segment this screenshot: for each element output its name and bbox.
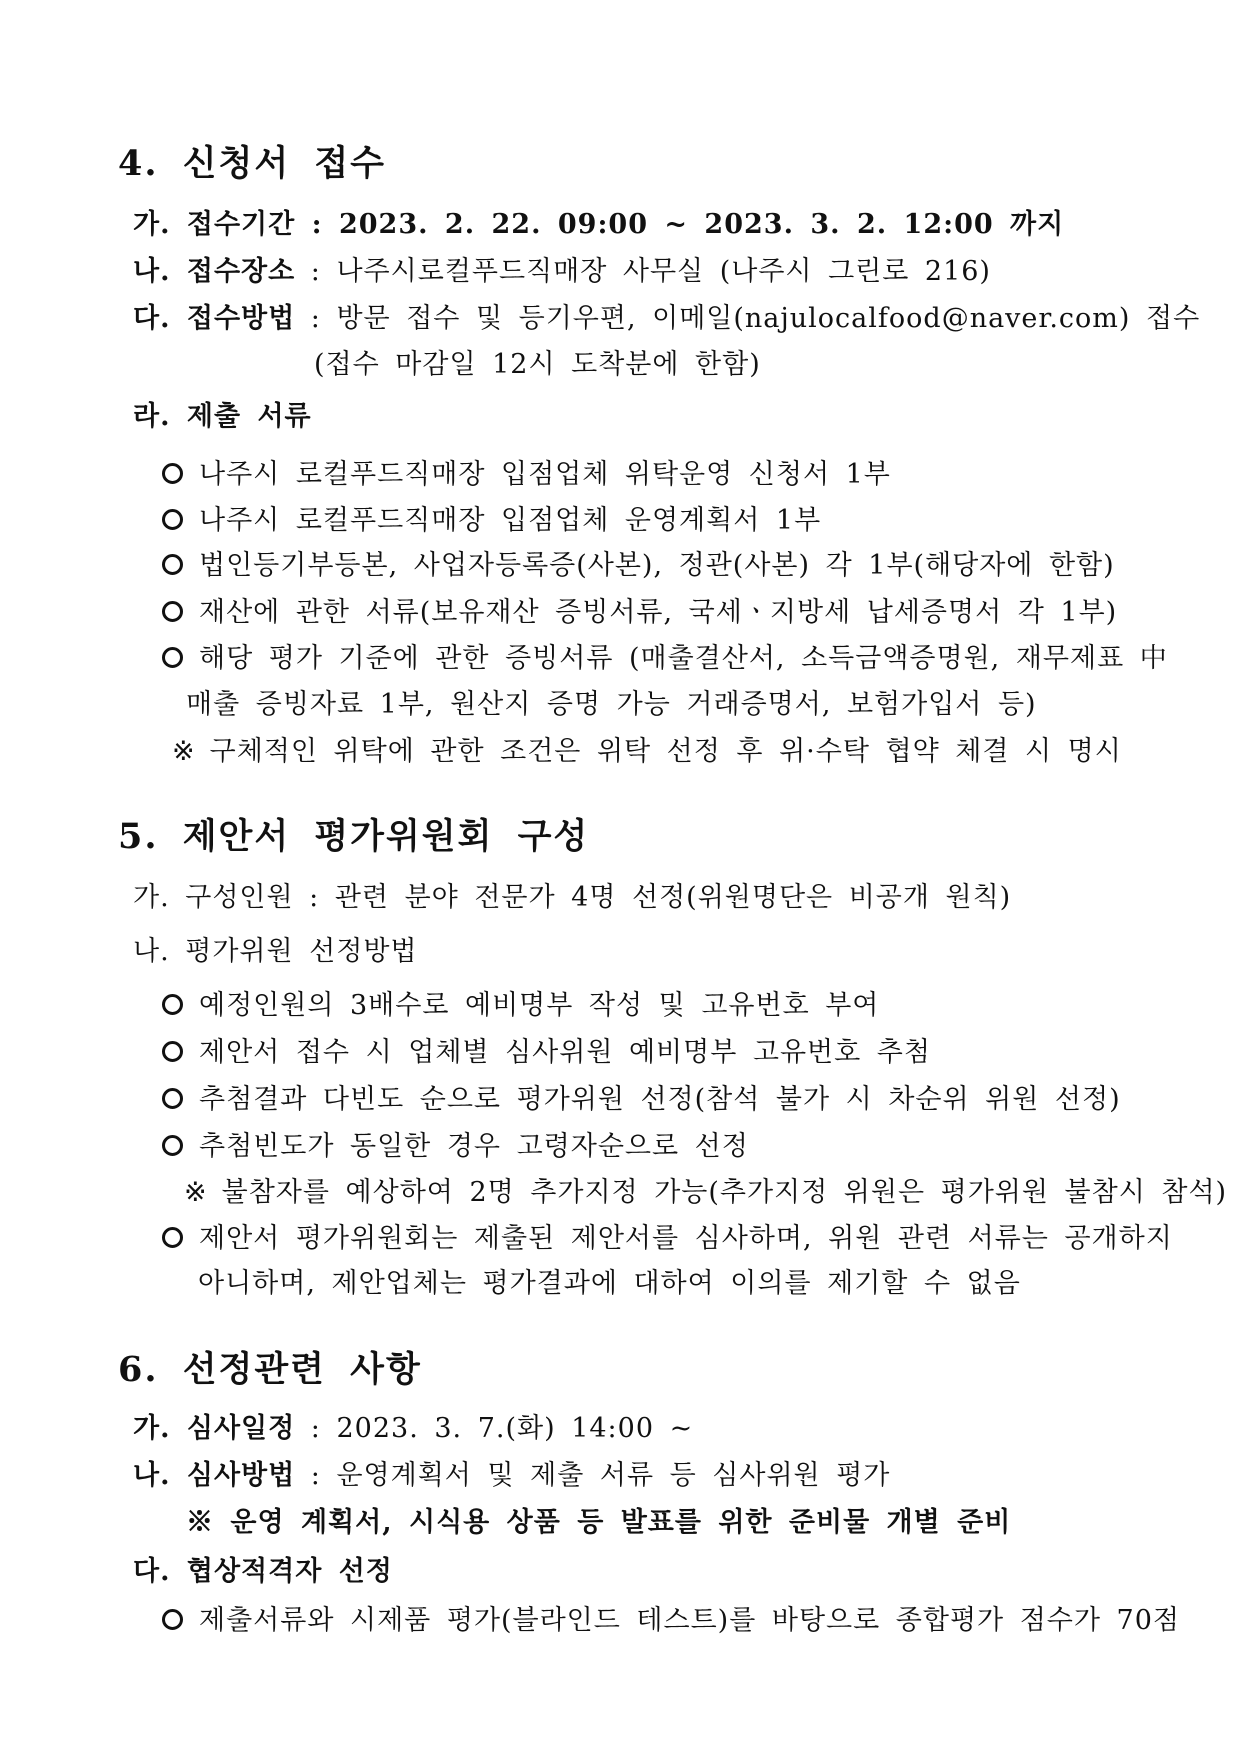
circle-bullet-icon xyxy=(162,1227,183,1248)
s4-receipt-method-value: : 방문 접수 및 등기우편, 이메일(najulocalfood@naver.com) 접수 xyxy=(295,303,1201,334)
circle-bullet-icon xyxy=(162,1135,183,1156)
s4-receipt-method-label: 다. 접수방법 xyxy=(133,303,296,334)
section-6-title: 6. 선정관련 사항 xyxy=(118,1349,422,1390)
s4-doc-item: 법인등기부등본, 사업자등록증(사본), 정관(사본) 각 1부(해당자에 한함) xyxy=(162,549,1115,583)
reference-mark-icon: ※ xyxy=(172,736,196,767)
s6-negotiation-label: 다. 협상적격자 선정 xyxy=(133,1556,393,1587)
s6-item: 제출서류와 시제품 평가(블라인드 테스트)를 바탕으로 종합평가 점수가 70점 xyxy=(162,1604,1180,1638)
s4-doc-item: 나주시 로컬푸드직매장 입점업체 위탁운영 신청서 1부 xyxy=(162,458,891,492)
s5-item: 제안서 접수 시 업체별 심사위원 예비명부 고유번호 추첨 xyxy=(162,1036,931,1070)
s6-review-schedule-value: : 2023. 3. 7.(화) 14:00 ~ xyxy=(295,1413,694,1444)
s5-note: ※ 불참자를 예상하여 2명 추가지정 가능(추가지정 위원은 평가위원 불참시 참석) xyxy=(184,1177,1228,1208)
s6-review-method-value: : 운영계획서 및 제출 서류 등 심사위원 평가 xyxy=(295,1460,891,1491)
circle-bullet-icon xyxy=(162,463,183,484)
circle-bullet-icon xyxy=(162,994,183,1015)
s6-review-schedule-label: 가. 심사일정 xyxy=(133,1413,296,1444)
s5-members: 가. 구성인원 : 관련 분야 전문가 4명 선정(위원명단은 비공개 원칙) xyxy=(133,882,1012,913)
circle-bullet-icon xyxy=(162,647,183,668)
s5-item: 추첨결과 다빈도 순으로 평가위원 선정(참석 불가 시 차순위 위원 선정) xyxy=(162,1083,1121,1117)
s4-receipt-method-cont: (접수 마감일 12시 도착분에 한함) xyxy=(314,349,761,380)
circle-bullet-icon xyxy=(162,1609,183,1630)
s5-item: 추첨빈도가 동일한 경우 고령자순으로 선정 xyxy=(162,1130,749,1164)
s4-receipt-place xyxy=(133,255,991,289)
s4-receipt-method xyxy=(133,302,1200,336)
s4-receipt-period xyxy=(133,208,1064,242)
circle-bullet-icon xyxy=(162,1041,183,1062)
reference-mark-icon: ※ xyxy=(184,1177,208,1208)
s4-receipt-period-label: 가. 접수기간 xyxy=(133,209,296,240)
s4-receipt-place-value: : 나주시로컬푸드직매장 사무실 (나주시 그린로 216) xyxy=(295,256,991,287)
s4-receipt-period-value: : 2023. 2. 22. 09:00 ~ 2023. 3. 2. 12:00 까지 xyxy=(295,209,1065,240)
circle-bullet-icon xyxy=(162,554,183,575)
s6-review-method-label: 나. 심사방법 xyxy=(133,1460,296,1491)
s4-doc-item-cont: 매출 증빙자료 1부, 원산지 증명 가능 거래증명서, 보험가입서 등) xyxy=(186,689,1037,720)
s5-item-cont: 아니하며, 제안업체는 평가결과에 대하여 이의를 제기할 수 없음 xyxy=(198,1268,1021,1299)
s4-note: ※ 구체적인 위탁에 관한 조건은 위탁 선정 후 위·수탁 협약 체결 시 명시 xyxy=(172,736,1122,767)
section-5-title: 5. 제안서 평가위원회 구성 xyxy=(118,816,590,857)
s4-doc-item: 나주시 로컬푸드직매장 입점업체 운영계획서 1부 xyxy=(162,504,821,538)
s4-doc-item: 해당 평가 기준에 관한 증빙서류 (매출결산서, 소득금액증명원, 재무제표 中 xyxy=(162,642,1168,676)
s5-item: 예정인원의 3배수로 예비명부 작성 및 고유번호 부여 xyxy=(162,989,879,1023)
s4-submit-docs-label: 라. 제출 서류 xyxy=(133,401,312,432)
s5-selection-method: 나. 평가위원 선정방법 xyxy=(133,936,418,967)
circle-bullet-icon xyxy=(162,1088,183,1109)
circle-bullet-icon xyxy=(162,601,183,622)
s6-review-method xyxy=(133,1459,890,1493)
s4-doc-item: 재산에 관한 서류(보유재산 증빙서류, 국세ㆍ지방세 납세증명서 각 1부) xyxy=(162,596,1117,630)
s5-item: 제안서 평가위원회는 제출된 제안서를 심사하며, 위원 관련 서류는 공개하지 xyxy=(162,1222,1173,1256)
section-4-title: 4. 신청서 접수 xyxy=(118,143,386,184)
circle-bullet-icon xyxy=(162,509,183,530)
s6-review-schedule xyxy=(133,1412,693,1446)
s4-receipt-place-label: 나. 접수장소 xyxy=(133,256,296,287)
s6-note: ※ 운영 계획서, 시식용 상품 등 발표를 위한 준비물 개별 준비 xyxy=(186,1507,1012,1538)
